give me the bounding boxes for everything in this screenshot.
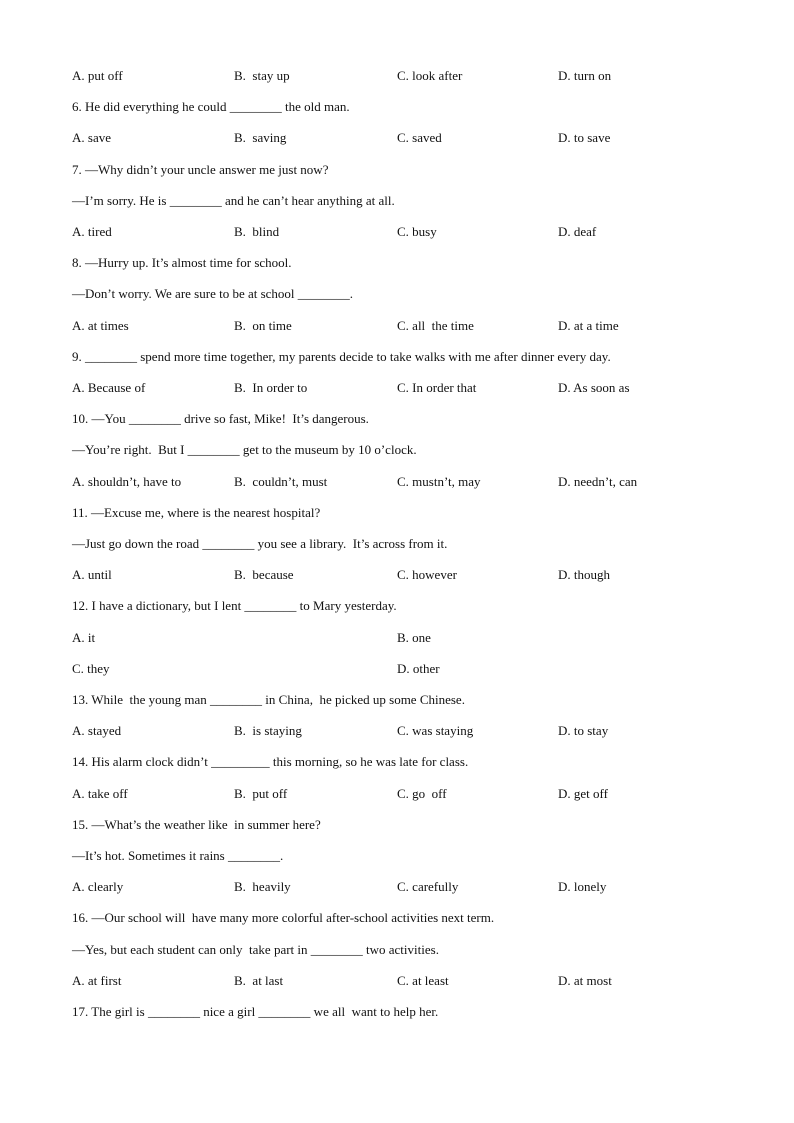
- answer-option: B. put off: [234, 786, 288, 801]
- answer-option: D. other: [397, 661, 440, 676]
- question-line: 17. The girl is ________ nice a girl ________ we all want to help her.: [72, 1004, 439, 1019]
- answer-option: A. Because of: [72, 380, 146, 395]
- answer-option: C. look after: [397, 68, 463, 83]
- answer-option: D. at a time: [558, 318, 619, 333]
- question-line: 11. —Excuse me, where is the nearest hospital?: [72, 505, 321, 520]
- question-line: 7. —Why didn’t your uncle answer me just now?: [72, 162, 329, 177]
- question-line: 9. ________ spend more time together, my parents decide to take walks with me after dinner every day.: [72, 349, 611, 364]
- answer-option: B. because: [234, 567, 294, 582]
- answer-option: C. they: [72, 661, 110, 676]
- answer-option: A. at first: [72, 973, 122, 988]
- answer-option: D. to save: [558, 130, 611, 145]
- question-line: —You’re right. But I ________ get to the museum by 10 o’clock.: [72, 442, 417, 457]
- answer-option: B. heavily: [234, 879, 291, 894]
- answer-option: A. take off: [72, 786, 128, 801]
- answer-option: A. tired: [72, 224, 112, 239]
- answer-option: A. until: [72, 567, 112, 582]
- question-line: 12. I have a dictionary, but I lent ________ to Mary yesterday.: [72, 598, 397, 613]
- question-line: 8. —Hurry up. It’s almost time for school.: [72, 255, 292, 270]
- question-line: —It’s hot. Sometimes it rains ________.: [72, 848, 284, 863]
- answer-option: D. though: [558, 567, 610, 582]
- answer-option: D. at most: [558, 973, 612, 988]
- answer-option: B. one: [397, 630, 431, 645]
- answer-option: C. however: [397, 567, 457, 582]
- answer-option: B. stay up: [234, 68, 290, 83]
- question-line: 10. —You ________ drive so fast, Mike! It’s dangerous.: [72, 411, 369, 426]
- answer-option: D. As soon as: [558, 380, 630, 395]
- answer-option: B. on time: [234, 318, 292, 333]
- answer-option: C. at least: [397, 973, 449, 988]
- answer-option: D. deaf: [558, 224, 597, 239]
- answer-option: C. busy: [397, 224, 437, 239]
- question-line: —Just go down the road ________ you see a library. It’s across from it.: [72, 536, 448, 551]
- answer-option: B. couldn’t, must: [234, 474, 328, 489]
- answer-option: C. all the time: [397, 318, 474, 333]
- answer-option: A. stayed: [72, 723, 122, 738]
- question-line: 13. While the young man ________ in China, he picked up some Chinese.: [72, 692, 465, 707]
- answer-option: C. carefully: [397, 879, 459, 894]
- answer-option: A. at times: [72, 318, 129, 333]
- answer-option: A. put off: [72, 68, 123, 83]
- answer-option: D. get off: [558, 786, 608, 801]
- answer-option: D. needn’t, can: [558, 474, 638, 489]
- answer-option: D. lonely: [558, 879, 607, 894]
- answer-option: A. clearly: [72, 879, 124, 894]
- answer-option: A. it: [72, 630, 96, 645]
- answer-option: C. saved: [397, 130, 442, 145]
- answer-option: B. blind: [234, 224, 280, 239]
- answer-option: D. to stay: [558, 723, 609, 738]
- question-line: —I’m sorry. He is ________ and he can’t hear anything at all.: [72, 193, 395, 208]
- question-line: 15. —What’s the weather like in summer here?: [72, 817, 321, 832]
- question-line: 6. He did everything he could ________ the old man.: [72, 99, 350, 114]
- answer-option: A. shouldn’t, have to: [72, 474, 182, 489]
- question-line: —Yes, but each student can only take part in ________ two activities.: [72, 942, 439, 957]
- answer-option: C. was staying: [397, 723, 474, 738]
- answer-option: B. saving: [234, 130, 287, 145]
- answer-option: A. save: [72, 130, 111, 145]
- answer-option: B. In order to: [234, 380, 308, 395]
- answer-option: C. mustn’t, may: [397, 474, 481, 489]
- answer-option: C. go off: [397, 786, 447, 801]
- question-line: 16. —Our school will have many more colorful after-school activities next term.: [72, 910, 495, 925]
- question-line: 14. His alarm clock didn’t _________ this morning, so he was late for class.: [72, 754, 469, 769]
- answer-option: B. at last: [234, 973, 284, 988]
- answer-option: B. is staying: [234, 723, 302, 738]
- answer-option: C. In order that: [397, 380, 477, 395]
- question-line: —Don’t worry. We are sure to be at school ________.: [72, 286, 354, 301]
- answer-option: D. turn on: [558, 68, 612, 83]
